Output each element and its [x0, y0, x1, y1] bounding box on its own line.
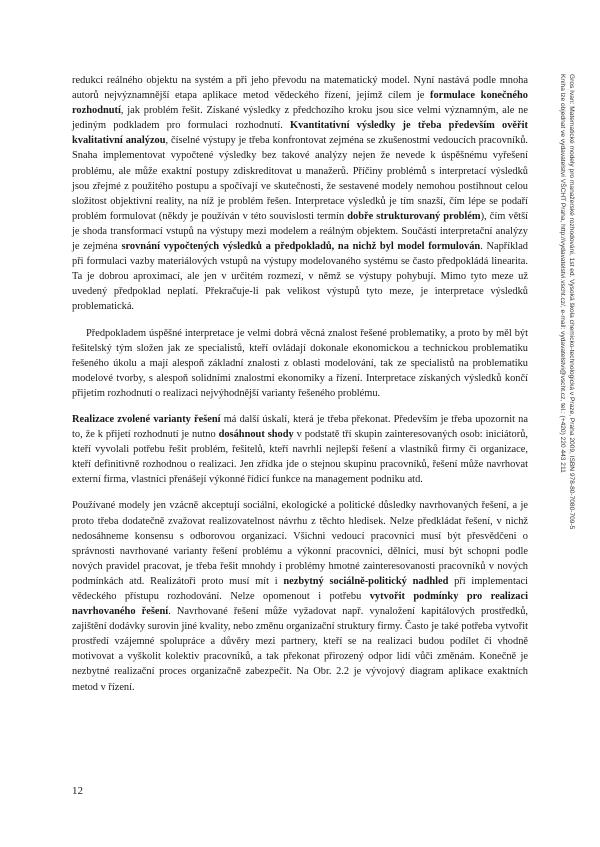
page-number: 12: [72, 785, 83, 797]
emphasis-text: dosáhnout shody: [218, 429, 294, 441]
emphasis-text: Realizace zvolené varianty řešení: [72, 413, 221, 425]
text-run: . Například při formulaci vazby materiálových vstupů na výstupy modelovaného systému se často předpokládá linearita. Ta je dobrou aproximací, ale jen v určitém rozmezí, v němž se výstupy pohybují. Mimo tyto meze už uvedený předpoklad neplatí. Překračuje-li pak velikost výstupů tyto meze, je interpretace výsledků problematická.: [72, 241, 528, 313]
paragraph: [72, 498, 528, 694]
text-run: , jak problém řešit. Získané výsledky z předchozího kroku jsou sice velmi významným, ale ne jediným podkladem pro formulaci rozhodnutí.: [72, 105, 528, 132]
text-run: ), čím větší je shoda transformací vstupů na výstupy mezi modelem a reálným objektem. Součástí interpretační analýzy je zejména: [72, 210, 528, 253]
text-run: Předpokladem úspěšné interpretace je velmi dobrá věcná znalost řešené problematiky, a proto by měl být řešitelský tým složen jak ze specialistů, kteří ovládají dokonale ekonomickou a technickou problematiku řešeného úkolu a mají alespoň základní znalosti z oblasti modelování, tak ze specialistů na problematiku modelové tvorby, s alespoň solidními znalostmi ekonomiky a řízení. Interpretace získaných výsledků končí přijetím rozhodnutí o realizaci nejvýhodnější varianty řešeného problému.: [72, 327, 528, 399]
text-run: . Navrhované řešení může vyžadovat např. vynaložení kapitálových prostředků, zajištění dodávky surovin jiné kvality, nebo změnu organizační struktury firmy. Často je také potřeba vytvořit prostředí vzájemné spolupráce a důvěry mezi partnery, kteří se na realizaci budou podílet či vhodně motivovat a vyškolit kolektiv pracovníků, a tak překonat přirozený odpor lidí vůči změnám. Konečně je nezbytné realizační proces organizačně zabezpečit. Na Obr. 2.2 je vývojový diagram aplikace exaktních metod v řízení.: [72, 606, 528, 693]
paragraph: [72, 326, 528, 401]
text-run: , číselné výstupy je třeba konfrontovat zejména se zkušenostmi vedoucích pracovníků. Snaha implementovat vypočtené výsledky bez takové analýzy nejen že nevede k úspěšnému vyřešení problému, ale může exaktní postupy zdiskreditovat u manažerů. Příčiny problémů s interpretací výsledků jsou zřejmé z použitého postupu a spočívají ve skutečnosti, že sestavené modely nemohou postihnout celou složitost objektivní reality, na níž je problém řešen. Interpretace výsledků je tím snazší, čím lépe se podaří problém formulovat (někdy je používán v této souvislosti termín: [72, 135, 528, 222]
emphasis-text: Kvantitativní výsledky je třeba především ověřit kvalitativní analýzou: [72, 120, 528, 147]
text-run: má další úskalí, která je třeba překonat. Především je třeba upozornit na to, že k přijetí rozhodnutí je nutno: [72, 413, 528, 441]
emphasis-text: srovnání vypočtených výsledků a předpokladů, na nichž byl model formulován: [121, 241, 481, 253]
text-run: Používané modely jen vzácně akceptují sociální, ekologické a politické důsledky navrhovaných řešení, a je proto třeba dodatečně zvažovat realizovatelnost návrhu z těchto hledisek. Nelze předkládat řešení, v nichž nedosáhneme konsensu s odborovou organizací. Všichni vedoucí pracovníci musí být přesvědčeni o správnosti navrhované varianty řešení problému a výkonní pracovníci, dělníci, musí být schopni podle nových pravidel pracovat, je třeba řešit mnohdy i problémy hmotné zainteresovanosti pracovníků v nových podmínkách atd. Realizátoři proto musí mít i: [72, 500, 528, 587]
emphasis-text: vytvořit podmínky pro realizaci navrhovaného řešení: [72, 591, 528, 618]
text-run: redukci reálného objektu na systém a při jeho převodu na matematický model. Nyní nastává podle mnoha autorů nejvýznamnější etapa aplikace metod vědeckého řízení, jejímž cílem je: [72, 75, 528, 102]
emphasis-text: dobře strukturovaný problém: [347, 210, 481, 222]
emphasis-text: nezbytný sociálně-politický nadhled: [283, 575, 449, 587]
paragraph: [72, 412, 528, 487]
text-run: při implementaci vědeckého přístupu rozhodování. Nelze opomenout i potřebu: [72, 575, 528, 602]
citation-line: Gros Ivan: Matematické modely pro manažerské rozhodování, 1st ed. Vysoká škola chemicko-technologická v Praze, Praha 2009, ISBN 978-80-7080-709-5: [568, 74, 575, 530]
emphasis-text: formulace konečného rozhodnutí: [72, 90, 529, 117]
text-run: v podstatě tří skupin zainteresovaných osob: iniciátorů, kteří vyvolali potřebu řešit problém, řešitelů, kteří navrhli nejlepší řešení a vlastníků firmy či organizace, kteří definitivně rozhodnou o realizaci. Jen zřídka jde o stejnou skupinu pracovníků, řešení může navrhovat externí firma, vlastníci přenášejí výkonné řídicí funkce na management podniku atd.: [72, 429, 528, 486]
paragraph: [72, 73, 528, 315]
copyright-notice: [558, 74, 576, 529]
ordering-line: Kniha lze objednat ve vydavatelství VŠCHT Praha, http://vydavatelstvi.vscht.cz/, e-mail: vydavatelstvi@vscht.cz, tel.: (+420) 220 443 211: [559, 74, 566, 473]
main-text: [72, 73, 528, 706]
